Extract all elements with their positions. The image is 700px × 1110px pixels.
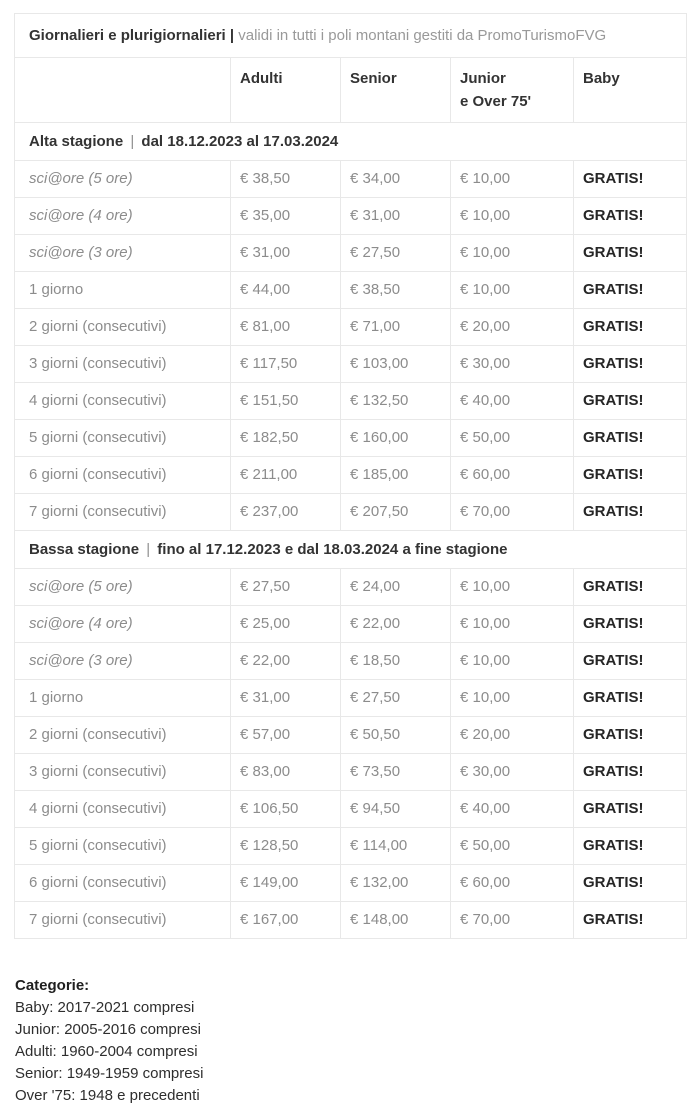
price-baby: GRATIS! <box>574 643 687 680</box>
price-junior: € 30,00 <box>451 754 574 791</box>
table-title-subtitle: validi in tutti i poli montani gestiti da PromoTurismoFVG <box>238 27 607 44</box>
price-junior: € 10,00 <box>451 235 574 272</box>
column-header-adulti: Adulti <box>231 58 341 123</box>
season-header <box>15 123 687 161</box>
price-senior: € 185,00 <box>341 457 451 494</box>
price-adulti: € 27,50 <box>231 569 341 606</box>
price-junior: € 10,00 <box>451 272 574 309</box>
price-senior: € 27,50 <box>341 680 451 717</box>
price-senior: € 22,00 <box>341 606 451 643</box>
column-header-senior: Senior <box>341 58 451 123</box>
price-baby: GRATIS! <box>574 494 687 531</box>
price-baby: GRATIS! <box>574 272 687 309</box>
ticket-type-label: sci@ore (5 ore) <box>15 161 231 198</box>
price-adulti: € 35,00 <box>231 198 341 235</box>
price-senior: € 27,50 <box>341 235 451 272</box>
price-baby: GRATIS! <box>574 828 687 865</box>
column-header-baby: Baby <box>574 58 687 123</box>
price-senior: € 148,00 <box>341 902 451 939</box>
price-baby: GRATIS! <box>574 680 687 717</box>
season-separator: | <box>142 541 155 558</box>
price-junior: € 10,00 <box>451 161 574 198</box>
column-header-junior <box>451 58 574 123</box>
ticket-type-label: sci@ore (4 ore) <box>15 606 231 643</box>
price-junior: € 50,00 <box>451 420 574 457</box>
price-adulti: € 211,00 <box>231 457 341 494</box>
price-senior: € 132,00 <box>341 865 451 902</box>
price-senior: € 114,00 <box>341 828 451 865</box>
ticket-type-label: 1 giorno <box>15 680 231 717</box>
ticket-type-label: sci@ore (3 ore) <box>15 235 231 272</box>
price-baby: GRATIS! <box>574 235 687 272</box>
column-header-junior-line2: e Over 75' <box>460 93 532 110</box>
price-junior: € 50,00 <box>451 828 574 865</box>
price-adulti: € 81,00 <box>231 309 341 346</box>
price-row <box>15 235 687 272</box>
price-junior: € 30,00 <box>451 346 574 383</box>
price-row <box>15 717 687 754</box>
ticket-type-label: sci@ore (3 ore) <box>15 643 231 680</box>
category-line-over75: Over '75: 1948 e precedenti <box>15 1087 200 1104</box>
price-junior: € 60,00 <box>451 457 574 494</box>
price-adulti: € 25,00 <box>231 606 341 643</box>
price-row <box>15 272 687 309</box>
price-adulti: € 57,00 <box>231 717 341 754</box>
price-baby: GRATIS! <box>574 606 687 643</box>
price-adulti: € 31,00 <box>231 235 341 272</box>
ticket-type-label: 5 giorni (consecutivi) <box>15 420 231 457</box>
season-period: dal 18.12.2023 al 17.03.2024 <box>141 133 339 150</box>
price-row <box>15 791 687 828</box>
column-header-junior-line1: Junior <box>460 70 506 87</box>
price-junior: € 10,00 <box>451 198 574 235</box>
price-junior: € 10,00 <box>451 680 574 717</box>
price-baby: GRATIS! <box>574 346 687 383</box>
price-row <box>15 383 687 420</box>
price-senior: € 73,50 <box>341 754 451 791</box>
ticket-type-label: 2 giorni (consecutivi) <box>15 309 231 346</box>
season-header-row <box>15 123 687 161</box>
price-adulti: € 106,50 <box>231 791 341 828</box>
price-adulti: € 149,00 <box>231 865 341 902</box>
categories-legend <box>15 975 686 1107</box>
ticket-type-label: 4 giorni (consecutivi) <box>15 791 231 828</box>
price-adulti: € 117,50 <box>231 346 341 383</box>
ticket-type-label: 2 giorni (consecutivi) <box>15 717 231 754</box>
price-baby: GRATIS! <box>574 420 687 457</box>
price-adulti: € 22,00 <box>231 643 341 680</box>
price-row <box>15 457 687 494</box>
price-baby: GRATIS! <box>574 383 687 420</box>
price-junior: € 20,00 <box>451 309 574 346</box>
category-line-senior: Senior: 1949-1959 compresi <box>15 1065 204 1082</box>
price-row <box>15 494 687 531</box>
ticket-type-label: 5 giorni (consecutivi) <box>15 828 231 865</box>
price-row <box>15 865 687 902</box>
season-name: Alta stagione <box>29 133 124 150</box>
categories-heading: Categorie: <box>15 977 90 994</box>
price-junior: € 10,00 <box>451 606 574 643</box>
price-junior: € 60,00 <box>451 865 574 902</box>
price-senior: € 24,00 <box>341 569 451 606</box>
category-line-junior: Junior: 2005-2016 compresi <box>15 1021 201 1038</box>
ticket-type-label: 7 giorni (consecutivi) <box>15 902 231 939</box>
column-header-empty <box>15 58 231 123</box>
price-row <box>15 680 687 717</box>
ticket-type-label: 7 giorni (consecutivi) <box>15 494 231 531</box>
price-row <box>15 346 687 383</box>
price-junior: € 10,00 <box>451 569 574 606</box>
price-adulti: € 83,00 <box>231 754 341 791</box>
price-baby: GRATIS! <box>574 791 687 828</box>
season-header <box>15 531 687 569</box>
ticket-type-label: sci@ore (4 ore) <box>15 198 231 235</box>
price-junior: € 70,00 <box>451 902 574 939</box>
price-adulti: € 167,00 <box>231 902 341 939</box>
price-senior: € 31,00 <box>341 198 451 235</box>
table-body <box>15 14 687 939</box>
price-senior: € 160,00 <box>341 420 451 457</box>
price-baby: GRATIS! <box>574 161 687 198</box>
price-row <box>15 902 687 939</box>
price-row <box>15 309 687 346</box>
price-senior: € 207,50 <box>341 494 451 531</box>
price-baby: GRATIS! <box>574 865 687 902</box>
price-adulti: € 151,50 <box>231 383 341 420</box>
price-row <box>15 754 687 791</box>
price-senior: € 132,50 <box>341 383 451 420</box>
price-junior: € 40,00 <box>451 383 574 420</box>
season-separator: | <box>126 133 139 150</box>
price-senior: € 71,00 <box>341 309 451 346</box>
price-junior: € 70,00 <box>451 494 574 531</box>
price-row <box>15 606 687 643</box>
ticket-type-label: sci@ore (5 ore) <box>15 569 231 606</box>
price-senior: € 34,00 <box>341 161 451 198</box>
price-junior: € 40,00 <box>451 791 574 828</box>
price-baby: GRATIS! <box>574 902 687 939</box>
price-adulti: € 128,50 <box>231 828 341 865</box>
category-line-adulti: Adulti: 1960-2004 compresi <box>15 1043 198 1060</box>
price-junior: € 10,00 <box>451 643 574 680</box>
price-row <box>15 828 687 865</box>
price-row <box>15 569 687 606</box>
price-adulti: € 38,50 <box>231 161 341 198</box>
price-row <box>15 643 687 680</box>
price-row <box>15 420 687 457</box>
ticket-type-label: 4 giorni (consecutivi) <box>15 383 231 420</box>
price-adulti: € 237,00 <box>231 494 341 531</box>
price-row <box>15 198 687 235</box>
ski-pass-price-table <box>14 13 687 939</box>
table-title-row <box>15 14 687 58</box>
price-senior: € 18,50 <box>341 643 451 680</box>
price-senior: € 38,50 <box>341 272 451 309</box>
ticket-type-label: 1 giorno <box>15 272 231 309</box>
season-header-row <box>15 531 687 569</box>
price-baby: GRATIS! <box>574 754 687 791</box>
price-junior: € 20,00 <box>451 717 574 754</box>
ticket-type-label: 6 giorni (consecutivi) <box>15 865 231 902</box>
price-baby: GRATIS! <box>574 198 687 235</box>
price-baby: GRATIS! <box>574 309 687 346</box>
price-adulti: € 44,00 <box>231 272 341 309</box>
category-line-baby: Baby: 2017-2021 compresi <box>15 999 195 1016</box>
ticket-type-label: 6 giorni (consecutivi) <box>15 457 231 494</box>
price-senior: € 94,50 <box>341 791 451 828</box>
price-baby: GRATIS! <box>574 717 687 754</box>
column-header-row <box>15 58 687 123</box>
table-title <box>15 14 687 58</box>
price-senior: € 103,00 <box>341 346 451 383</box>
ticket-type-label: 3 giorni (consecutivi) <box>15 754 231 791</box>
table-title-bold: Giornalieri e plurigiornalieri | <box>29 27 235 44</box>
price-baby: GRATIS! <box>574 457 687 494</box>
season-name: Bassa stagione <box>29 541 140 558</box>
ticket-type-label: 3 giorni (consecutivi) <box>15 346 231 383</box>
price-row <box>15 161 687 198</box>
price-senior: € 50,50 <box>341 717 451 754</box>
season-period: fino al 17.12.2023 e dal 18.03.2024 a fine stagione <box>157 541 508 558</box>
price-baby: GRATIS! <box>574 569 687 606</box>
price-adulti: € 31,00 <box>231 680 341 717</box>
price-adulti: € 182,50 <box>231 420 341 457</box>
